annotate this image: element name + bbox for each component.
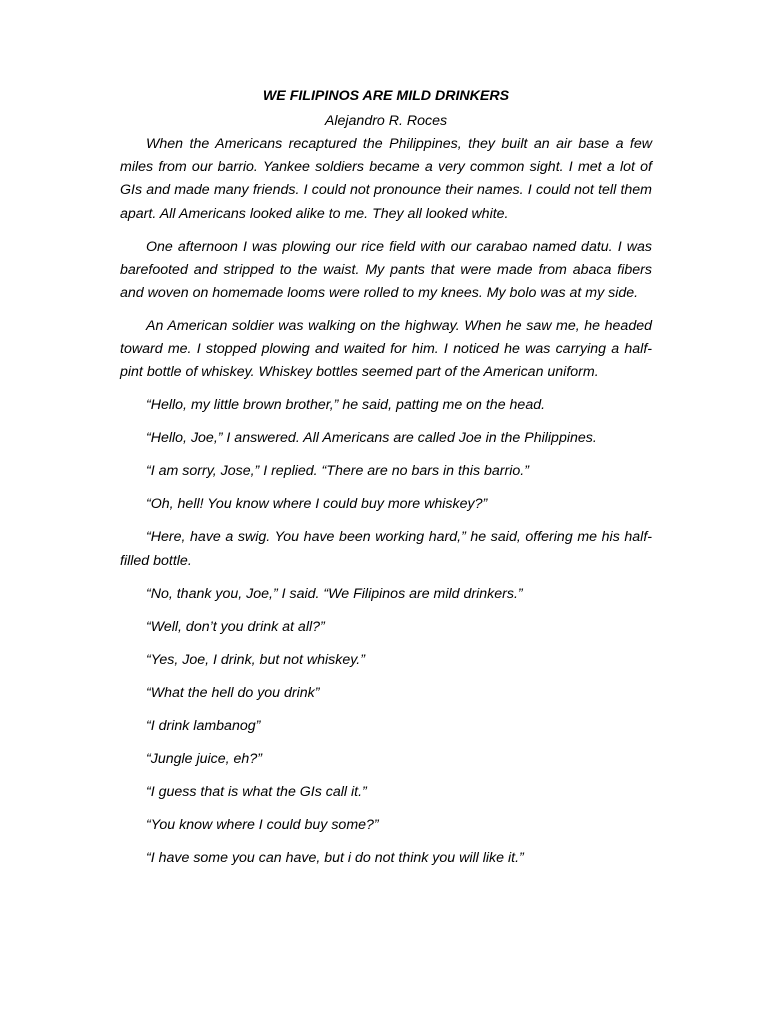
paragraph: “I guess that is what the GIs call it.”	[146, 783, 367, 800]
document-title: WE FILIPINOS ARE MILD DRINKERS	[262, 88, 510, 104]
paragraph: “Hello, Joe,” I answered. All Americans are called Joe in the Philippines.	[146, 430, 597, 447]
paragraph: An American soldier was walking on the highway. When he saw me, he headed toward me. I stopped plowing and waited for him. I noticed he was carrying a half-pint bottle of whiskey. Whiskey bottles seemed part of the American uniform.	[120, 318, 652, 381]
document-body	[120, 86, 652, 870]
paragraph: “No, thank you, Joe,” I said. “We Filipinos are mild drinkers.”	[146, 585, 523, 602]
document-author: Alejandro R. Roces	[324, 113, 448, 129]
paragraph: “I drink lambanog”	[146, 717, 261, 734]
paragraph: “I have some you can have, but i do not think you will like it.”	[146, 849, 524, 866]
paragraph: “What the hell do you drink”	[146, 684, 320, 701]
paragraph: When the Americans recaptured the Philippines, they built an air base a few miles from our barrio. Yankee soldiers became a very common sight. I met a lot of GIs and made many friends. I could not pronounce their names. I could not tell them apart. All Americans looked alike to me. They all looked white.	[120, 136, 652, 222]
paragraph: “Jungle juice, eh?”	[146, 750, 262, 767]
paragraph: “Yes, Joe, I drink, but not whiskey.”	[146, 651, 365, 668]
paragraph: “Well, don’t you drink at all?”	[146, 618, 325, 635]
paragraph: One afternoon I was plowing our rice field with our carabao named datu. I was barefooted and stripped to the waist. My pants that were made from abaca fibers and woven on homemade looms were rolled to my knees. My bolo was at my side.	[120, 238, 652, 302]
paragraph: “You know where I could buy some?”	[146, 816, 379, 833]
paragraph: “Oh, hell! You know where I could buy more whiskey?”	[146, 496, 488, 513]
paragraph: “Here, have a swig. You have been working hard,” he said, offering me his half-filled bottle.	[120, 529, 652, 569]
paragraph: “I am sorry, Jose,” I replied. “There are no bars in this barrio.”	[146, 463, 529, 480]
paragraph: “Hello, my little brown brother,” he said, patting me on the head.	[146, 397, 546, 414]
